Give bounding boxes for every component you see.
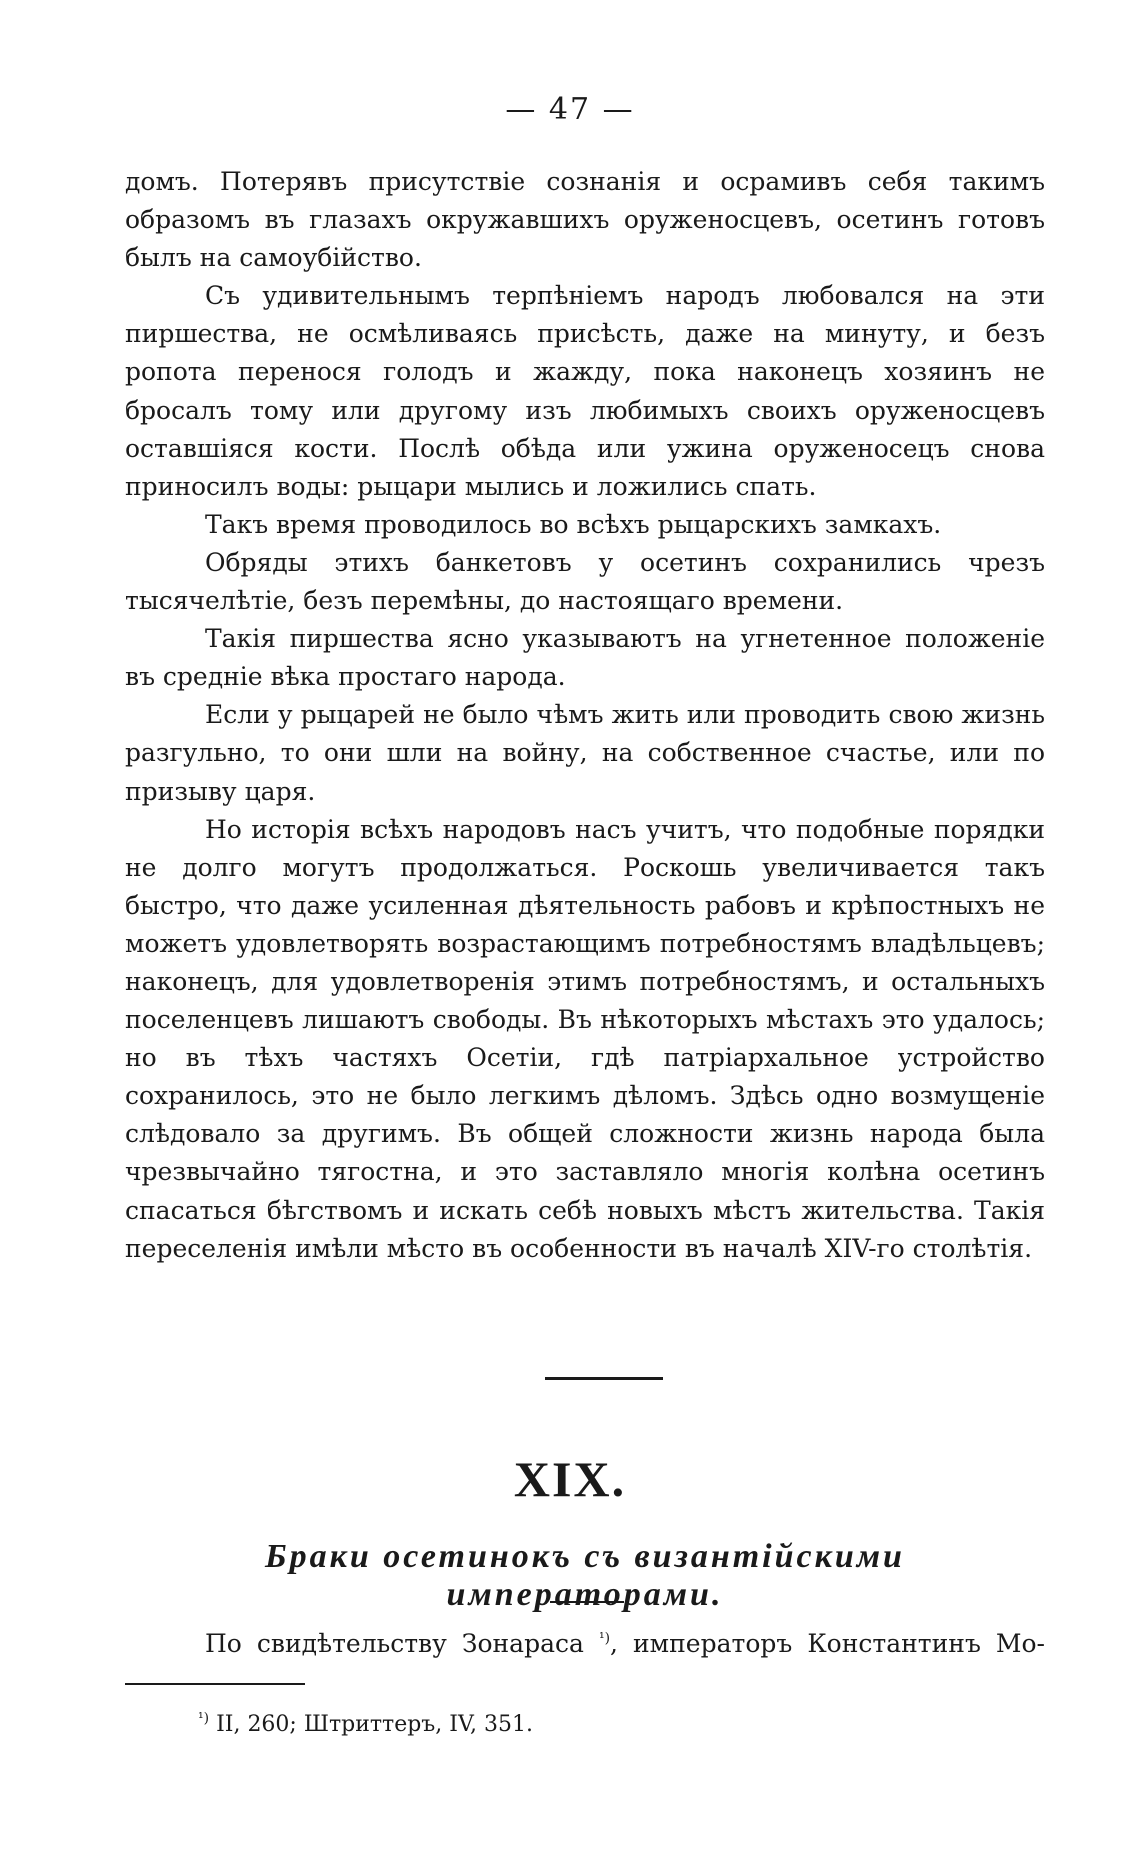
first-line-text-end: , императоръ Константинъ Мо- (610, 1629, 1045, 1658)
footnote-text: II, 260; Штриттеръ, IV, 351. (209, 1712, 533, 1737)
footnote-reference[interactable]: ¹) (598, 1630, 611, 1647)
paragraph: Такъ время проводилось во всѣхъ рыцарскихъ замкахъ. (205, 509, 942, 539)
footnote-marker: ¹) (198, 1710, 210, 1727)
footnote-separator (125, 1683, 305, 1685)
chapter-title: Браки осетинокъ съ византійскими императорами. (265, 1538, 905, 1613)
paragraph: Если у рыцарей не было чѣмъ жить или проводить свою жизнь разгульно, то они шли на войну, на собственное счастье, или по призыву царя. (125, 700, 1045, 806)
body-text (125, 163, 1045, 1268)
title-divider (550, 1601, 624, 1603)
page-number: — 47 — (505, 92, 635, 127)
chapter-first-line (125, 1625, 1045, 1663)
chapter-number: XIX. (513, 1451, 627, 1507)
section-divider (545, 1377, 663, 1380)
paragraph: домъ. Потерявъ присутствіе сознанія и осрамивъ себя такимъ образомъ въ глазахъ окружавшихъ оруженосцевъ, осетинъ готовъ былъ на самоубійство. (125, 167, 1045, 273)
paragraph: Съ удивительнымъ терпѣніемъ народъ любовался на эти пиршества, не осмѣливаясь присѣсть, даже на минуту, и безъ ропота перенося голодъ и жажду, пока наконецъ хозяинъ не бросалъ тому или другому изъ любимыхъ своихъ оруженосцевъ оставшіяся кости. Послѣ обѣда или ужина оруженосецъ снова приносилъ воды: рыцари мылись и ложились спать. (125, 281, 1045, 501)
footnote (198, 1710, 533, 1740)
paragraph: Но исторія всѣхъ народовъ насъ учитъ, что подобные порядки не долго могутъ продолжаться. Роскошь увеличивается такъ быстро, что даже усиленная дѣятельность рабовъ и крѣпостныхъ не можетъ удовлетворять возрастающимъ потребностямъ владѣльцевъ; наконецъ, для удовлетворенія этимъ потребностямъ, и остальныхъ поселенцевъ лишаютъ свободы. Въ нѣкоторыхъ мѣстахъ это удалось; но въ тѣхъ частяхъ Осетіи, гдѣ патріархальное устройство сохранилось, это не было легкимъ дѣломъ. Здѣсь одно возмущеніе слѣдовало за другимъ. Въ общей сложности жизнь народа была чрезвычайно тягостна, и это заставляло многія колѣна осетинъ спасаться бѣгствомъ и искать себѣ новыхъ мѣстъ жительства. Такія переселенія имѣли мѣсто въ особенности въ началѣ XIV-го столѣтія. (125, 814, 1045, 1263)
first-line-text-start: По свидѣтельству Зонараса (205, 1629, 584, 1658)
paragraph: Обряды этихъ банкетовъ у осетинъ сохранились чрезъ тысячелѣтіе, безъ перемѣны, до настоящаго времени. (125, 547, 1045, 616)
paragraph: Такія пиршества ясно указываютъ на угнетенное положеніе въ средніе вѣка простаго народа. (125, 624, 1045, 692)
